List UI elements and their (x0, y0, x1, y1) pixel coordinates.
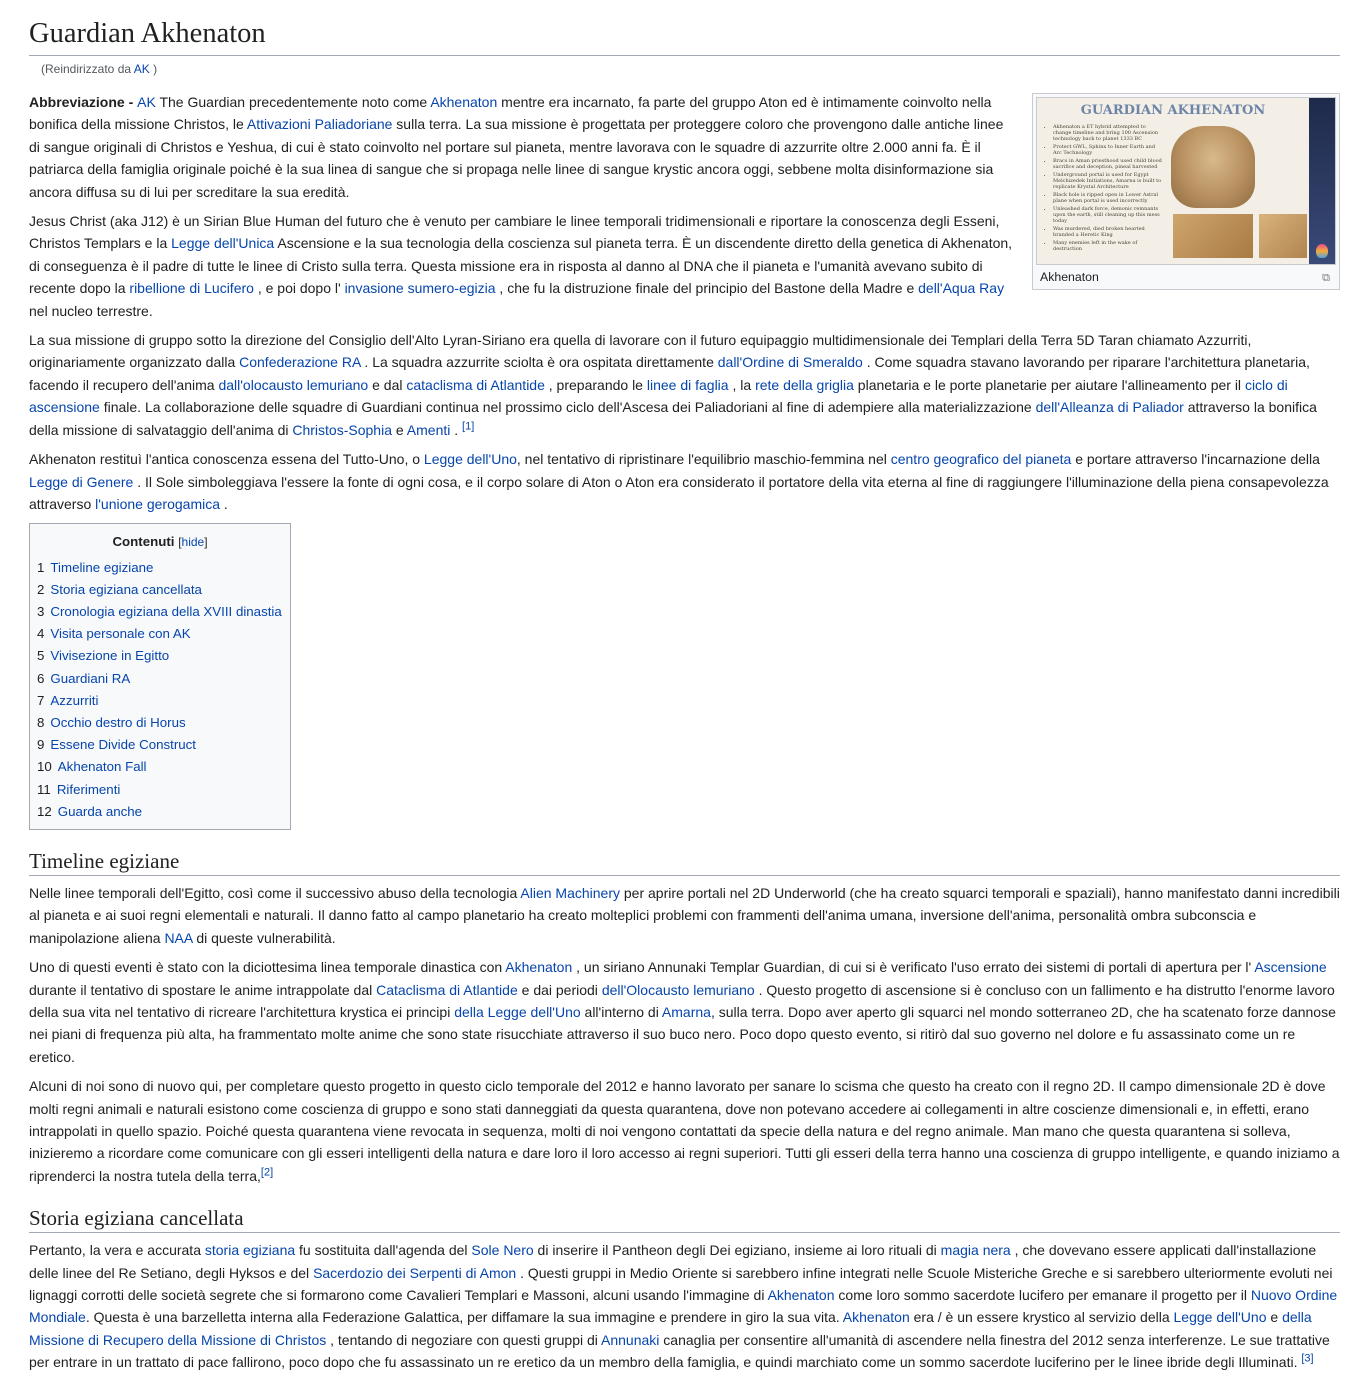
toc-item-link[interactable]: Cronologia egiziana della XVIII dinastia (50, 603, 282, 619)
redirect-suffix: ) (149, 62, 158, 76)
logo-icon (1316, 244, 1328, 258)
toc-title: Contenuti (112, 534, 175, 550)
toc-item-number: 10 (37, 759, 52, 775)
reference-superscript (462, 420, 474, 432)
image-bullet-list (1047, 124, 1165, 254)
image-bullet: • Protect GWL, Sphinx to Inner Earth and Arc Technology (1053, 144, 1165, 156)
toc-item-number: 6 (37, 670, 45, 686)
wiki-link[interactable]: Confederazione RA (239, 354, 361, 371)
toc-item-number: 5 (37, 648, 45, 664)
table-of-contents (29, 523, 291, 830)
wiki-link[interactable]: Legge dell'Uno (1173, 1309, 1267, 1326)
toc-item-link[interactable]: Vivisezione in Egitto (50, 648, 170, 664)
reference-link[interactable]: [2] (260, 1166, 274, 1179)
toc-item-number: 8 (37, 714, 45, 730)
bold-text: Abbreviazione - (29, 94, 138, 110)
wiki-link[interactable]: linee di faglia (646, 376, 729, 393)
wiki-link[interactable]: dall'olocausto lemuriano (218, 376, 369, 393)
wiki-link[interactable]: Attivazioni Paliadoriane (246, 116, 393, 133)
toc-item-link[interactable]: Guardiani RA (50, 670, 131, 686)
toc-item-link[interactable]: Essene Divide Construct (50, 737, 196, 753)
toc-item-number: 12 (37, 803, 52, 819)
toc-item-number: 4 (37, 626, 45, 642)
wiki-link[interactable]: Legge di Genere (29, 473, 134, 490)
toc-item-link[interactable]: Akhenaton Fall (57, 759, 147, 775)
toc-item-number: 2 (37, 581, 45, 597)
timeline-paragraph-2: Uno di questi eventi è stato con la diciottesima linea temporale dinastica con Akhenaton , un siriano Annunaki Templar Guardian, di cui si è verificato l'uso errato dei sistemi di portali di apertura per l' Ascensione durante il tentativo di spostare le anime intrappolate dal Cataclisma di Atlantide e dai periodi dell'Olocausto lemuriano . Questo progetto di ascensione si è concluso con un fallimento e ha distrutto l'enorme lavoro della sua vita nel tentativo di ricreare l'architettura krystica ei principi della Legge dell'Uno all'interno di Amarna, sulla terra. Dopo aver aperto gli squarci nel mondo sotterraneo 2D, che ha scatenato forze dannose nei piani di frequenza più alta, ha frammentato molte anime che sono state risucchiate attraverso il suo buco nero. Poco dopo questo evento, si ritirò dal suo governo nel dolore e fu assassinato come un re eretico. (29, 959, 1336, 1065)
toc-item[interactable] (37, 601, 283, 623)
wiki-link[interactable]: centro geografico del pianeta (890, 451, 1072, 468)
wiki-link[interactable]: invasione sumero-egizia (344, 280, 496, 297)
wiki-link[interactable]: dell'Alleanza di Paliador (1035, 399, 1184, 416)
toc-hide-link[interactable]: hide (181, 535, 205, 550)
wiki-link[interactable]: magia nera (940, 1242, 1011, 1259)
toc-item-number: 7 (37, 692, 45, 708)
wiki-link[interactable]: Legge dell'Uno (423, 451, 517, 468)
intro-paragraph-2: Jesus Christ (aka J12) è un Sirian Blue Human del futuro che è venuto per cambiare le linee temporali tridimensionali e riportare la conoscenza degli Esseni, Christos Templars e la Legge dell'Unica Ascensione e la sua tecnologia della coscienza sul pianeta terra. È un discendente diretto della genetica di Akhenaton, di conseguenza è il padre di tutte le linee di Cristo sulla terra. Questa missione era in risposta al danno al DNA che il pianeta e l'umanità avevano subito di recente dopo la ribellione di Lucifero , e poi dopo l' invasione sumero-egizia , che fu la distruzione finale del principio del Bastone della Madre e dell'Aqua Ray nel nucleo terrestre. (29, 213, 1013, 319)
intro-paragraph-1: Abbreviazione - AK The Guardian precedentemente noto come Akhenaton mentre era incarnato, fa parte del gruppo Aton ed è intimamente coinvolto nella bonifica della missione Christos, le Attivazioni Paliadoriane sulla terra. La sua missione è progettata per proteggere coloro che provengono dalle antiche linee di sangue originali di Christos e Yeshua, di cui è stato coinvolto nel portare sul pianeta, mentre lavorava con le squadre di azzurrite oltre 2.000 anni fa. È il patriarca della famiglia originale poiché è la sua linea di sangue che si propaga nelle linee di sangue krystic ancora oggi, sebbene molta disinformazione sia ancora diffusa su di lui per screditare la sua eredità. (29, 94, 1004, 200)
image-bullet: • Many enemies left in the wake of destruction (1053, 240, 1165, 252)
toc-item[interactable] (37, 756, 283, 778)
image-bullet: • Was murdered, died broken hearted branded a Heretic King (1053, 226, 1165, 238)
section-heading-erased-history: Storia egiziana cancellata (29, 1205, 1340, 1233)
toc-list (37, 557, 283, 823)
redirect-prefix: (Reindirizzato da (41, 62, 134, 76)
wiki-link[interactable]: dell'Olocausto lemuriano (601, 981, 755, 998)
wiki-link[interactable]: Nuovo Ordine Mondiale (29, 1287, 1338, 1326)
reference-superscript (261, 1166, 273, 1178)
infobox-thumbnail (1032, 93, 1340, 290)
image-bullet: • Underground portal is used for Egypt Melchizedek Initiations, Amarna is built to replicate Krystal Architecture (1053, 172, 1165, 190)
wiki-link[interactable]: dall'Ordine di Smeraldo (717, 354, 863, 371)
wiki-link[interactable]: Amarna (661, 1003, 711, 1020)
wiki-link[interactable]: NAA (164, 929, 193, 946)
toc-header (37, 531, 283, 553)
wiki-link[interactable]: Ascensione (1254, 959, 1327, 976)
wiki-link[interactable]: storia egiziana (204, 1242, 296, 1259)
toc-item[interactable] (37, 690, 283, 712)
section-heading-timeline: Timeline egiziane (29, 848, 1340, 876)
relief-picture (1173, 214, 1253, 258)
wiki-link[interactable]: ciclo di ascensione (29, 376, 1288, 416)
wiki-link[interactable]: cataclisma di Atlantide (406, 376, 545, 393)
redirect-link[interactable]: AK (133, 62, 150, 76)
reference-link[interactable]: [3] (1301, 1352, 1314, 1365)
wiki-link[interactable]: Sole Nero (471, 1242, 534, 1259)
redirect-note (41, 61, 1340, 77)
magnify-icon[interactable]: ⧉ (1322, 272, 1330, 284)
toc-item-link[interactable]: Storia egiziana cancellata (50, 581, 202, 597)
wiki-link[interactable]: l'unione gerogamica (95, 495, 221, 512)
wiki-link[interactable]: Akhenaton (505, 959, 573, 976)
timeline-paragraph-3: Alcuni di noi sono di nuovo qui, per completare questo progetto in questo ciclo temporale del 2012 e hanno lavorato per sanare lo scisma che questo ha creato con il regno 2D. Il campo dimensionale 2D è dove molti regni animali e naturali esistono come coscienza di gruppo e sono stati danneggiati da questa quarantena, dove non potevano accedere ai collegamenti in altre coscienze dimensionali e, in effetti, erano intrappolati in quello spazio. Poiché questa quarantena viene revocata in sequenza, molti di noi vengono contattati da specie della natura e del regno animale. Man mano che questa quarantena si solleva, inizieremo a ricordare come comunicare con gli esseri intelligenti della natura e dare loro il loro accesso ai regni superiori. Tutti gli esseri della terra hanno una coscienza di gruppo intelligente, e quando iniziamo a riprenderci la nostra tutela della terra,[2] (29, 1078, 1340, 1184)
image-bullet: • Akhenaton a ET hybrid attempted to change timeline and bring 100 Ascension technology back to planet 1333 BC (1053, 124, 1165, 142)
toc-item-number: 3 (37, 603, 45, 619)
toc-item-link[interactable]: Azzurriti (50, 692, 99, 708)
reference-link[interactable]: [1] (462, 420, 475, 433)
thumbnail-caption (1036, 265, 1336, 286)
wiki-link[interactable]: rete della griglia (755, 376, 854, 393)
toc-item[interactable] (37, 557, 283, 579)
toc-item[interactable] (37, 801, 283, 823)
wiki-link[interactable]: Akhenaton (842, 1309, 910, 1326)
page-title: Guardian Akhenaton (29, 14, 1340, 56)
toc-item-link[interactable]: Riferimenti (56, 781, 121, 797)
toc-item[interactable] (37, 668, 283, 690)
erased-history-paragraph-1: Pertanto, la vera e accurata storia egiziana fu sostituita dall'agenda del Sole Nero di inserire il Pantheon degli Dei egiziano, insieme ai loro rituali di magia nera , che dovevano essere applicati dall'installazione delle linee del Re Setiano, degli Hyksos e del Sacerdozio dei Serpenti di Amon . Questi gruppi in Medio Oriente si sarebbero infine integrati nelle Scuole Misteriche Greche e si sarebbero ulteriormente evoluti nei lignaggi corrotti delle società segrete che si formarono come Cavalieri Templari e Massoni, alcuni usando l'immagine di Akhenaton come loro sommo sacerdote lucifero per emanare il progetto per il Nuovo Ordine Mondiale. Questa è una barzelletta interna alla Federazione Galattica, per diffamare la sua immagine e prendere in giro la sua vita. Akhenaton era / è un essere krystico al servizio della Legge dell'Uno e della Missione di Recupero della Missione di Christos , tentando di negoziare con questi gruppi di Annunaki canaglia per consentire all'umanità di ascendere nella finestra del 2012 senza interferenze. Le sue trattative per entrare in un trattato di pace fallirono, poco dopo che fu assassinato un re eretico da un membro della famiglia, e quindi marchiato come un sommo sacerdote luciferino per le linee ibride degli Illuminati. [3] (29, 1242, 1338, 1371)
wiki-link[interactable]: Akhenaton (767, 1287, 835, 1304)
statue-face-picture (1171, 126, 1255, 208)
wiki-link[interactable]: della Missione di Recupero della Missione di Christos (29, 1309, 1312, 1348)
wiki-link[interactable]: Christos-Sophia (292, 421, 392, 438)
wiki-link[interactable]: Annunaki (601, 1331, 660, 1348)
toc-item-link[interactable]: Occhio destro di Horus (50, 714, 186, 730)
wiki-link[interactable]: Sacerdozio dei Serpenti di Amon (313, 1264, 517, 1281)
wiki-link[interactable]: Akhenaton (430, 94, 498, 110)
toc-item[interactable] (37, 712, 283, 734)
toc-item[interactable] (37, 734, 283, 756)
wiki-link[interactable]: Alien Machinery (520, 884, 620, 901)
wiki-link[interactable]: Amenti (406, 421, 451, 438)
image-bullet: • Black hole is ripped open in Lower Astral plane when portal is used incorrectly (1053, 192, 1165, 204)
toc-item[interactable] (37, 579, 283, 601)
image-title: GUARDIAN AKHENATON (1080, 103, 1266, 118)
toc-hide-toggle[interactable]: [hide] (178, 535, 208, 550)
wiki-link[interactable]: della Legge dell'Uno (454, 1003, 581, 1020)
toc-item-link[interactable]: Timeline egiziane (50, 559, 154, 575)
akhenaton-image[interactable] (1036, 97, 1336, 265)
toc-item-number: 9 (37, 737, 45, 753)
relief-picture-small (1259, 214, 1307, 258)
toc-item-number: 1 (37, 559, 45, 575)
toc-item[interactable] (37, 645, 283, 667)
wiki-link[interactable]: AK (137, 94, 156, 110)
caption-text: Akhenaton (1040, 270, 1099, 284)
image-bullet: • Bracs in Aman priesthood used child blood sacrifice and deception, pineal harvested (1053, 158, 1165, 170)
wiki-link[interactable]: ribellione di Lucifero (129, 280, 254, 297)
wiki-link[interactable]: dell'Aqua Ray (918, 280, 1005, 297)
toc-item-link[interactable]: Visita personale con AK (50, 626, 191, 642)
intro-paragraph-4: Akhenaton restituì l'antica conoscenza essena del Tutto-Uno, o Legge dell'Uno, nel tentativo di ripristinare l'equilibrio maschio-femmina nel centro geografico del pianeta e portare attraverso l'incarnazione della Legge di Genere . Il Sole simboleggiava l'essere la fonte di ogni cosa, e il corpo solare di Aton o Aton era considerato il portatore della vita eterna al fine di raggiungere l'illuminazione della piena consapevolezza attraverso l'unione gerogamica . (29, 451, 1329, 512)
toc-item[interactable] (37, 779, 283, 801)
wiki-link[interactable]: Cataclisma di Atlantide (376, 981, 518, 998)
toc-item-link[interactable]: Guarda anche (57, 803, 143, 819)
toc-item[interactable] (37, 623, 283, 645)
timeline-paragraph-1: Nelle linee temporali dell'Egitto, così come il successivo abuso della tecnologia Alien Machinery per aprire portali nel 2D Underworld (che ha creato squarci temporali e spaziali), hanno manifestato danni incredibili al pianeta e ai suoi regni elementali e naturali. Il danno fatto al campo planetario ha creato molteplici problemi con frammenti dell'anima umana, inversione dell'anima, personalità ombra subconscia e manipolazione aliena NAA di queste vulnerabilità. (29, 884, 1340, 946)
wiki-link[interactable]: Legge dell'Unica (171, 235, 275, 252)
reference-superscript (1301, 1353, 1313, 1365)
image-bullet: • Unleashed dark force, demonic remnants upon the earth, still cleaning up this mess today (1053, 206, 1165, 224)
toc-item-number: 11 (37, 781, 51, 797)
intro-paragraph-3: La sua missione di gruppo sotto la direzione del Consiglio dell'Alto Lyran-Siriano era quella di lavorare con il futuro equipaggio multidimensionale dei Templari della Terra 5D Taran chiamato Azzurriti, originariamente organizzato dalla Confederazione RA . La squadra azzurrite sciolta è ora ospitata direttamente dall'Ordine di Smeraldo . Come squadra stavano lavorando per riparare l'architettura planetaria, facendo il recupero dell'anima dall'olocausto lemuriano e dal cataclisma di Atlantide , preparando le linee di faglia , la rete della griglia planetaria e le porte planetarie per aiutare l'allineamento per il ciclo di ascensione finale. La collaborazione delle squadre di Guardiani continua nel prossimo ciclo dell'Ascesa dei Paliadoriani al fine di adempiere alla materializzazione dell'Alleanza di Paliador attraverso la bonifica della missione di salvataggio dell'anima di Christos-Sophia e Amenti . [1] (29, 332, 1317, 438)
image-side-bar (1309, 98, 1335, 264)
